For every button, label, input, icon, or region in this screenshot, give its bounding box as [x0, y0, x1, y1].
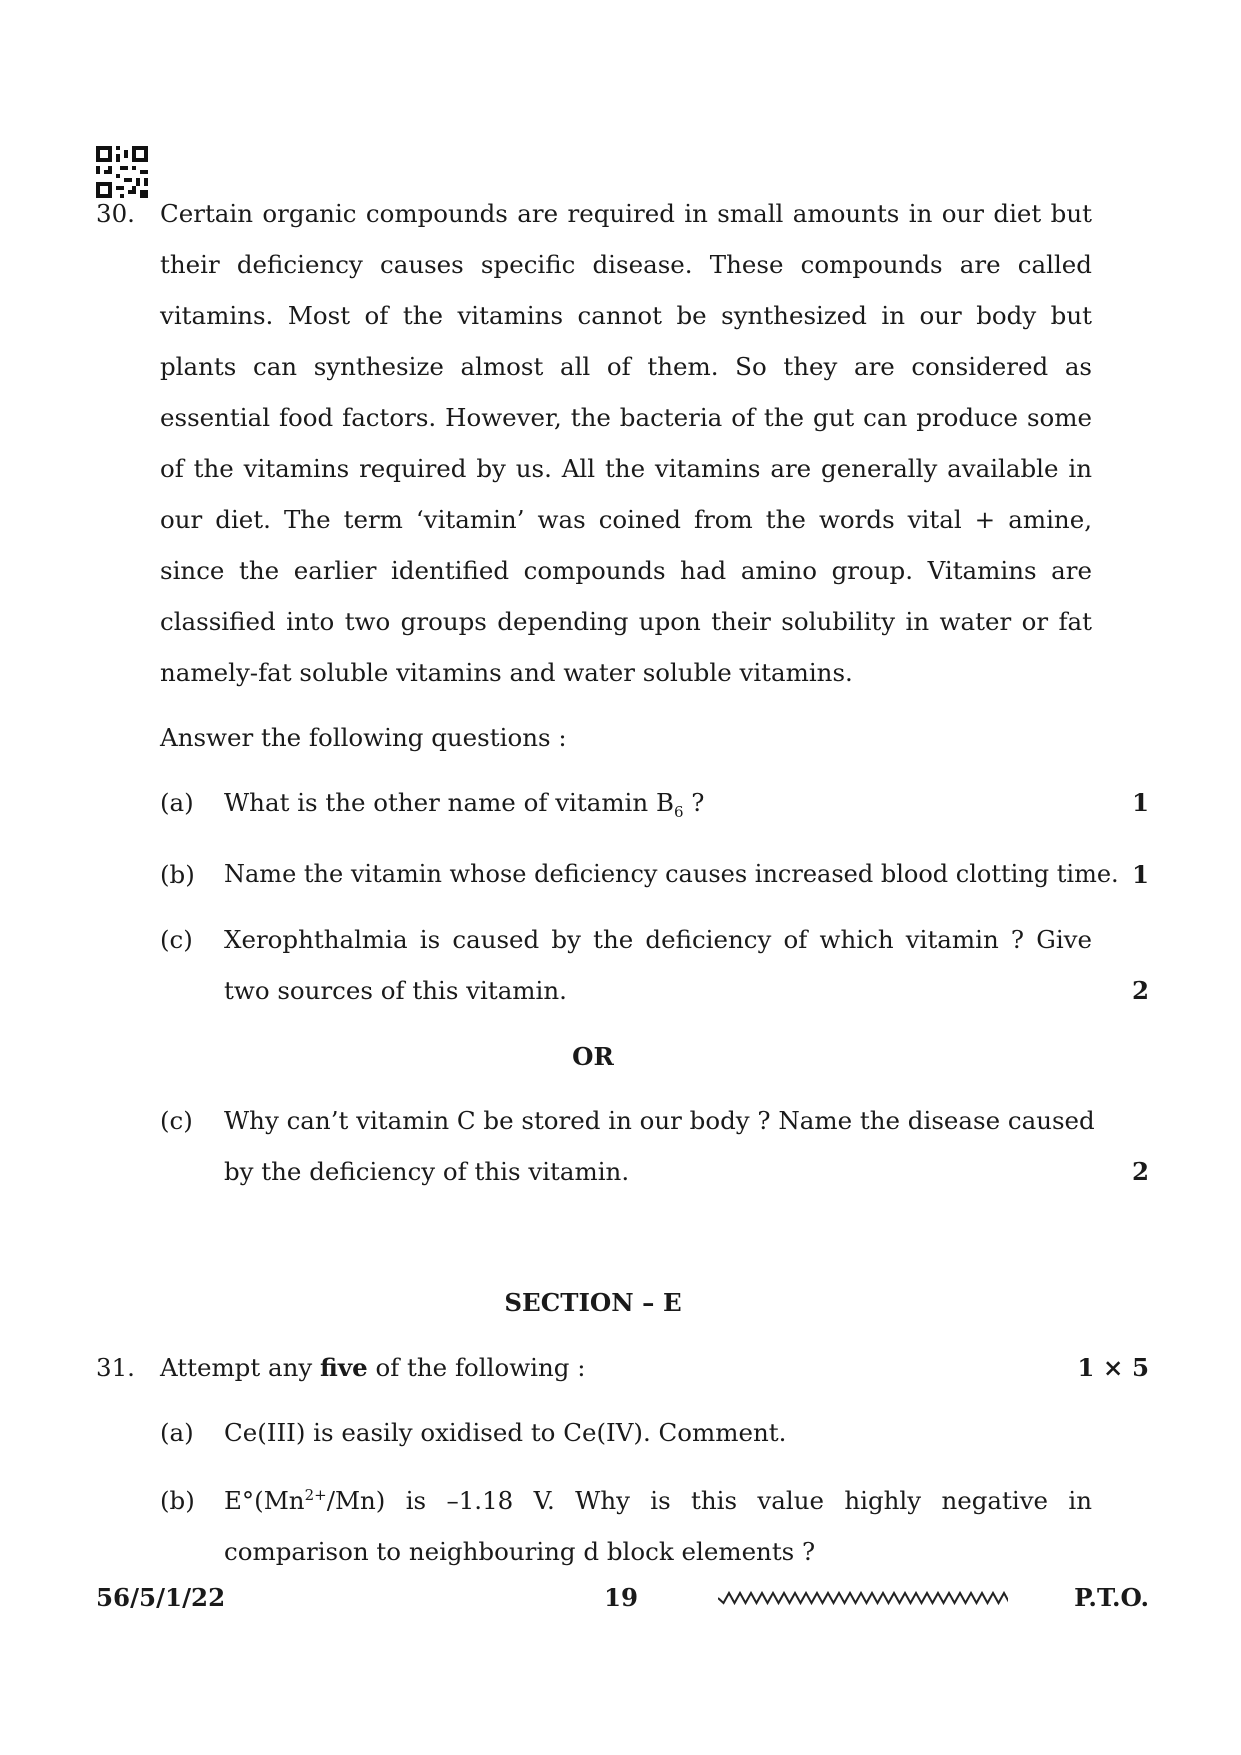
sub-question-c-alt-text: by the deficiency of this vitamin.	[224, 1157, 630, 1186]
marks-value: 2	[1131, 1157, 1149, 1186]
sub-question-label: (c)	[160, 1106, 193, 1135]
qr-code-icon	[96, 146, 148, 198]
wavy-line-icon	[718, 1590, 1008, 1606]
sub-question-c-text: Xerophthalmia is caused by the deficiency of which vitamin ? Give	[224, 925, 1092, 954]
passage-line: of the vitamins required by us. All the vitamins are generally available in	[160, 454, 1092, 483]
passage-line: vitamins. Most of the vitamins cannot be synthesized in our body but	[160, 301, 1092, 330]
passage-line: our diet. The term ‘vitamin’ was coined from the words vital + amine,	[160, 505, 1092, 534]
instruction-text: Answer the following questions :	[160, 723, 567, 752]
question-31-text: Attempt any five of the following :	[160, 1353, 586, 1382]
marks-value: 2	[1131, 976, 1149, 1005]
passage-line: classified into two groups depending upon their solubility in water or fat	[160, 607, 1092, 636]
marks-value: 1	[1131, 788, 1149, 817]
marks-value: 1	[1131, 860, 1149, 889]
sub-question-label: (b)	[160, 860, 195, 889]
pto-text: P.T.O.	[1074, 1583, 1149, 1612]
section-title: SECTION – E	[504, 1288, 682, 1317]
sub-question-c-alt-text: Why can’t vitamin C be stored in our body ? Name the disease caused	[224, 1106, 1095, 1135]
sub-question-label: (a)	[160, 1418, 194, 1447]
paper-code: 56/5/1/22	[96, 1583, 226, 1612]
passage-line: namely-fat soluble vitamins and water soluble vitamins.	[160, 658, 853, 687]
passage-line: Certain organic compounds are required in small amounts in our diet but	[160, 199, 1092, 228]
passage-line: their deficiency causes specific disease. These compounds are called	[160, 250, 1092, 279]
passage-line: since the earlier identified compounds had amino group. Vitamins are	[160, 556, 1092, 585]
question-number-31: 31.	[96, 1353, 135, 1382]
sub-question-31b-text: comparison to neighbouring d block elements ?	[224, 1537, 816, 1566]
sub-question-label: (b)	[160, 1486, 195, 1515]
passage-line: essential food factors. However, the bacteria of the gut can produce some	[160, 403, 1092, 432]
page-number: 19	[604, 1583, 639, 1612]
sub-question-31b-text: $E^\circ(Mn^{2+}/Mn)$ is –1.18 V. Why is this value highly negative in	[224, 1485, 1092, 1515]
sub-question-a-text: What is the other name of vitamin $B_6$ ?	[224, 788, 705, 821]
marks-value: 1 × 5	[1077, 1353, 1149, 1382]
passage-line: plants can synthesize almost all of them. So they are considered as	[160, 352, 1092, 381]
sub-question-label: (c)	[160, 925, 193, 954]
sub-question-b-text: Name the vitamin whose deficiency causes increased blood clotting time.	[224, 860, 1119, 888]
sub-question-c-text: two sources of this vitamin.	[224, 976, 567, 1005]
sub-question-31a-text: Ce(III) is easily oxidised to Ce(IV). Comment.	[224, 1418, 787, 1447]
sub-question-label: (a)	[160, 788, 194, 817]
question-number-30: 30.	[96, 199, 135, 228]
or-divider: OR	[572, 1042, 614, 1071]
